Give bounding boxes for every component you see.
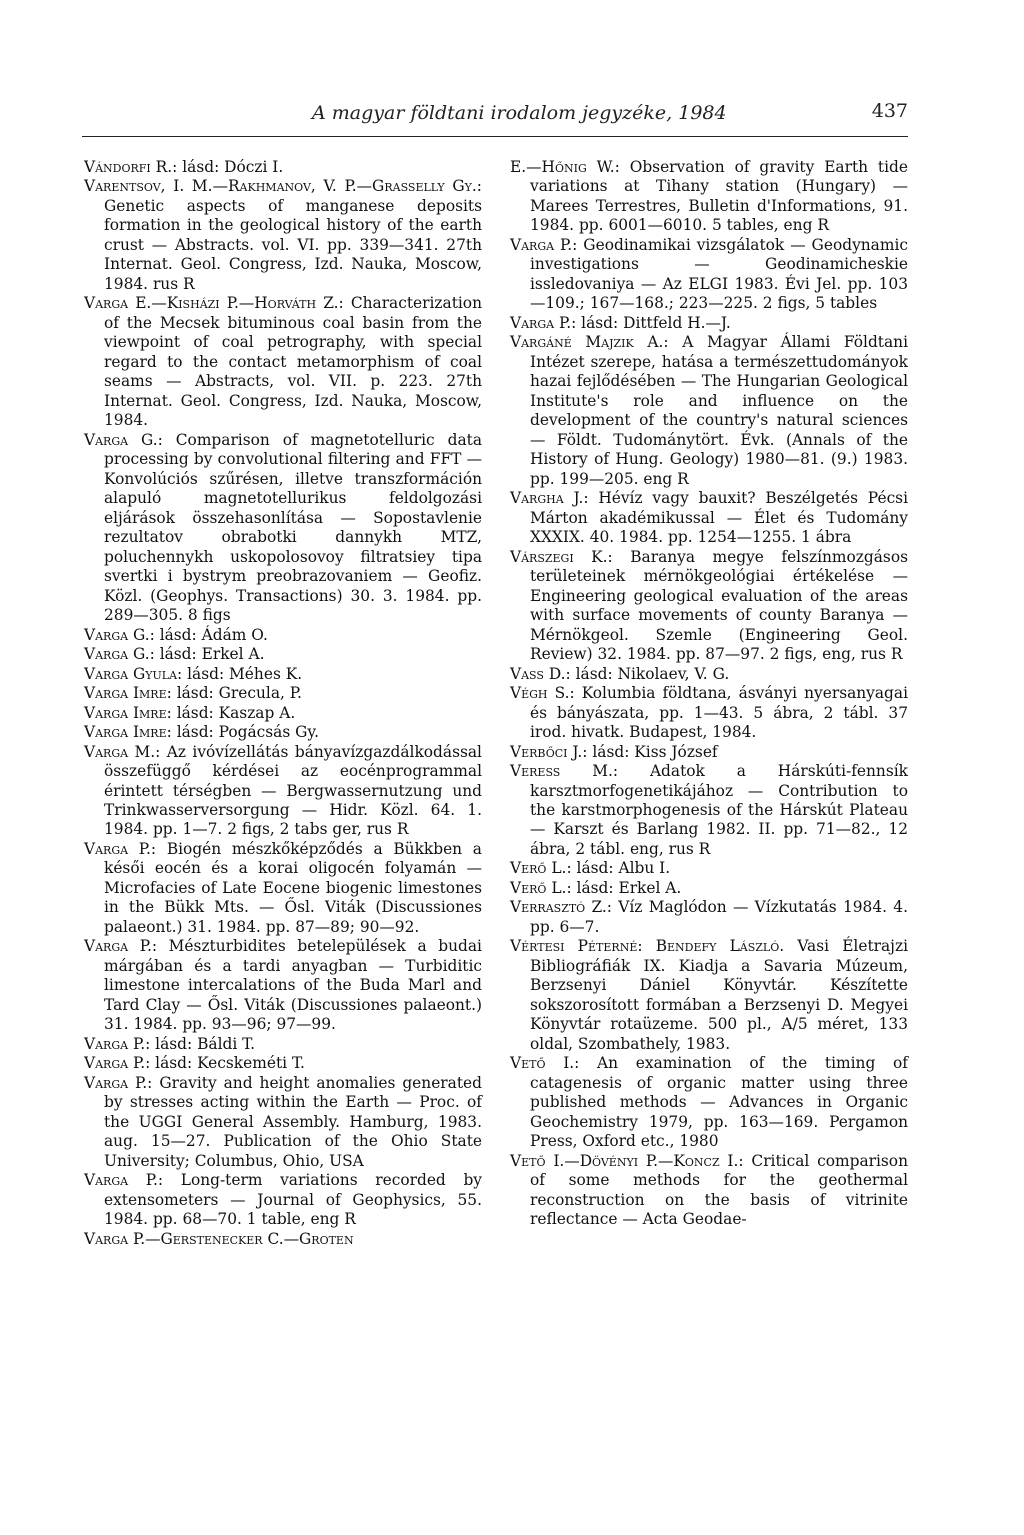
entry-text: Long-term variations recorded by extensometers — Journal of Geophysics, 55. 1984. pp. 68—70. 1 table, eng R (104, 1171, 483, 1229)
entry-author: Vargáné Majzik A.: (510, 333, 669, 352)
entry-text: A Magyar Állami Földtani Intézet szerepe, hatása a természettudományok hazai fejlődésében — The Hungarian Geological Institute's role and influence on the development of the country's natural sciences — Földt. Tudománytört. Évk. (Annals of the History of Hung. Geology) 1980—81. (9.) 1983. pp. 199—205. eng R (530, 333, 908, 488)
bibliography-entry (510, 937, 908, 1054)
entry-text: lásd: Dittfeld H.—J. (576, 313, 731, 332)
entry-author: Várszegi K.: (510, 547, 613, 566)
entry-author: Vértesi Péterné: Bendefy László. (510, 937, 785, 956)
bibliography-entry (510, 548, 908, 665)
entry-text: Biogén mészkőképződés a Bükkben a késői eocén és a korai oligocén folyamán — Microfacies of Late Eocene biogenic limestones in the Bükk Mts. — Ősl. Viták (Discussiones palaeont.) 31. 1984. pp. 87—89; 90—92. (104, 839, 482, 936)
bibliography-entry (510, 898, 908, 937)
entry-text: Baranya megye felszínmozgásos területeinek mérnökgeológiai értékelése — Engineering geological evaluation of the areas with surface movements of county Baranya — Mérnökgeol. Szemle (Engineering Geol. Review) 32. 1984. pp. 87—97. 2 figs, eng, rus R (530, 547, 908, 664)
entry-text: lásd: Báldi T. (150, 1034, 256, 1053)
entry-text: Observation of gravity Earth tide variations at Tihany station (Hungary) — Marees Terrestres, Bulletin d'Informations, 91. 1984. pp. 6001—6010. 5 tables, eng R (530, 158, 909, 235)
bibliography-entry (510, 1054, 908, 1151)
entry-author: Vándorfi R.: (84, 158, 178, 176)
bibliography-entry (84, 1074, 482, 1171)
entry-author: Végh S.: (510, 684, 575, 703)
bibliography-entry (84, 723, 482, 742)
entry-text: lásd: Méhes K. (182, 664, 303, 683)
entry-text: Genetic aspects of manganese deposits formation in the geological history of the earth crust — Abstracts. vol. VI. pp. 339—341. 27th Internat. Geol. Congress, Izd. Nauka, Moscow, 1984. rus R (104, 196, 482, 293)
page-header (82, 100, 908, 137)
entry-text: lásd: Kaszap A. (171, 703, 296, 722)
bibliography-entry (84, 158, 482, 177)
entry-text: Mészturbidites betelepülések a budai márgában és a tardi anyagban — Turbiditic limestone intercalations of the Buda Marl and Tard Clay — Ősl. Viták (Discussiones palaeont.) 31. 1984. pp. 93—96; 97—99. (104, 937, 482, 1034)
entry-text: lásd: Ádám O. (154, 625, 268, 644)
running-title: A magyar földtani irodalom jegyzéke, 1984 (312, 102, 727, 124)
bibliography-entry (84, 626, 482, 645)
bibliography-entry (510, 1152, 908, 1230)
bibliography-entry (84, 1171, 482, 1229)
entry-text: Az ivóvízellátás bányavízgazdálkodással összefüggő kérdései az eocénprogrammal érintett térségben — Bergwassernutzung und Trinkwasserversorgung — Hidr. Közl. 64. 1. 1984. pp. 1—7. 2 figs, 2 tabs ger, rus R (104, 742, 482, 839)
entry-text: Critical comparison of some methods for the geothermal reconstruction on the basis of vitrinite reflectance — Acta Geodae- (530, 1151, 908, 1229)
bibliography-entry (510, 743, 908, 762)
bibliography-entry (84, 743, 482, 840)
bibliography-entry (84, 840, 482, 937)
entry-author: Varga P.: (84, 937, 158, 956)
entry-author: Vass D.: (510, 664, 571, 683)
entry-text: lásd: Greculа, P. (171, 684, 302, 703)
bibliography-entry (84, 1230, 482, 1249)
entry-text: lásd: Erkel A. (154, 645, 265, 664)
entry-text: E.— (510, 158, 542, 176)
entry-author: Vető I.—Dövényi P.—Koncz I.: (510, 1151, 744, 1170)
bibliography-entry (84, 704, 482, 723)
bibliography-entry (510, 158, 908, 236)
entry-text: Adatok a Hárskúti-fennsík karsztmorfogenetikájához — Contribution to the karstmorphogenesis of the Hárskút Plateau — Karszt és Barlang 1982. II. pp. 71—82., 12 ábra, 2 tábl. eng, rus R (530, 762, 908, 858)
entry-author: Varga E.—Kisházi P.—Horváth Z.: (84, 294, 344, 313)
right-column (510, 158, 908, 1230)
entry-author: Verő L.: (510, 859, 572, 878)
entry-author: Varga P.: (510, 313, 577, 332)
entry-author: Varga G.: (84, 645, 155, 664)
bibliography-entry (84, 1035, 482, 1054)
entry-text: An examination of the timing of catagenesis of organic matter using three published methods — Advances in Organic Geochemistry 1979, pp. 163—169. Pergamon Press, Oxford etc., 1980 (530, 1054, 908, 1151)
bibliography-entry (510, 665, 908, 684)
entry-author: Veress M.: (510, 762, 619, 781)
bibliography-entry (84, 1054, 482, 1073)
entry-author: Varga P.: (84, 1073, 153, 1092)
entry-text: Kolumbia földtana, ásványi nyersanyagai és bányászata, pp. 1—43. 5 ábra, 2 tábl. 37 irod. hivatk. Budapest, 1984. (530, 684, 908, 742)
entry-author: Varga P.: (510, 235, 578, 254)
entry-author: Hőnig W.: (541, 158, 620, 176)
entry-text: Víz Maglódon — Vízkutatás 1984. 4. pp. 6—7. (530, 898, 908, 936)
entry-author: Verbőci J.: (510, 742, 588, 761)
page-number: 437 (871, 100, 908, 122)
bibliography-entry (84, 665, 482, 684)
bibliography-entry (84, 177, 482, 294)
entry-text: Characterization of the Mecsek bituminous coal basin from the viewpoint of coal petrography, with special regard to the contact metamorphism of coal seams — Abstracts, vol. VII. p. 223. 27th Internat. Geol. Congress, Izd. Nauka, Moscow, 1984. (104, 294, 482, 430)
entry-text: lásd: Dóczi I. (177, 158, 284, 176)
bibliography-entry (84, 645, 482, 664)
bibliography-entry (510, 236, 908, 314)
entry-author: Varga P.: (84, 1034, 151, 1053)
entry-text: lásd: Erkel A. (571, 878, 682, 897)
bibliography-entry (84, 294, 482, 430)
entry-author: Vető I.: (510, 1054, 580, 1073)
entry-text: Hévíz vagy bauxit? Beszélgetés Pécsi Márton akadémikussal — Élet és Tudomány XXXIX. 40. 1984. pp. 1254—1255. 1 ábra (530, 489, 909, 547)
left-column (84, 158, 482, 1249)
entry-text: Gravity and height anomalies generated by stresses acting within the Earth — Proc. of the UGGI General Assembly. Hamburg, 1983. aug. 15—27. Publication of the Ohio State University; Columbus, Ohio, USA (104, 1073, 482, 1170)
entry-author: Verő L.: (510, 878, 572, 897)
entry-author: Varga Imre: (84, 703, 172, 722)
bibliography-entry (510, 879, 908, 898)
entry-author: Varga G.: (84, 430, 163, 449)
entry-text: lásd: Kiss József (587, 742, 718, 761)
entry-author: Varga Imre: (84, 684, 172, 703)
entry-author: Varga P.: (84, 1054, 151, 1073)
bibliography-entry (510, 489, 908, 547)
entry-text: Comparison of magnetotelluric data processing by convolutional filtering and FFT — Konvolúciós szűrésen, illetve transzformáción alapuló magnetotellurikus feldolgozási eljárások összehasonlítása — Sopostavlenie rezultatov obrabotki dannykh MTZ, poluchennykh uskopolosovoy filtratsiey tipa svertki i bystrym preobrazovaniem — Geofiz. Közl. (Geophys. Transactions) 30. 3. 1984. pp. 289—305. 8 figs (104, 430, 483, 625)
entry-author: Varga Gyula: (84, 664, 183, 683)
bibliography-entry (84, 684, 482, 703)
bibliography-entry (510, 859, 908, 878)
entry-author: Varga P.—Gerstenecker C.—Groten (84, 1229, 354, 1248)
entry-author: Vargha J.: (510, 489, 589, 508)
entry-text: lásd: Pogácsás Gy. (171, 723, 319, 742)
bibliography-entry (510, 762, 908, 859)
entry-author: Varga G.: (84, 625, 155, 644)
bibliography-entry (510, 684, 908, 742)
bibliography-entry (84, 937, 482, 1034)
entry-text: lásd: Kecskeméti T. (150, 1054, 305, 1073)
bibliography-entry (510, 333, 908, 489)
bibliography-entry (510, 314, 908, 333)
bibliography-entry (84, 431, 482, 626)
entry-author: Varentsov, I. M.—Rakhmanov, V. P.—Grasselly Gy.: (84, 177, 482, 196)
entry-text: Geodinamikai vizsgálatok — Geodynamic investigations — Geodinamicheskie issledovaniya — Az ELGI 1983. Évi Jel. pp. 103—109.; 167—168.; 223—225. 2 figs, 5 tables (530, 235, 908, 313)
entry-text: lásd: Nikolaev, V. G. (570, 664, 730, 683)
entry-author: Varga P.: (84, 1171, 164, 1190)
entry-text: Vasi Életrajzi Bibliográfiák IX. Kiadja a Savaria Múzeum, Berzsenyi Dániel Könyvtár. Készítette sokszorosított formában a Berzsenyi D. Megyei Könyvtár rotaüzeme. 500 pl., A/5 méret, 133 oldal, Szombathely, 1983. (530, 937, 908, 1053)
entry-author: Varga P.: (84, 839, 157, 858)
entry-author: Verrasztó Z.: (510, 898, 612, 917)
entry-author: Varga Imre: (84, 723, 172, 742)
entry-author: Varga M.: (84, 742, 161, 761)
entry-text: lásd: Albu I. (571, 859, 671, 878)
